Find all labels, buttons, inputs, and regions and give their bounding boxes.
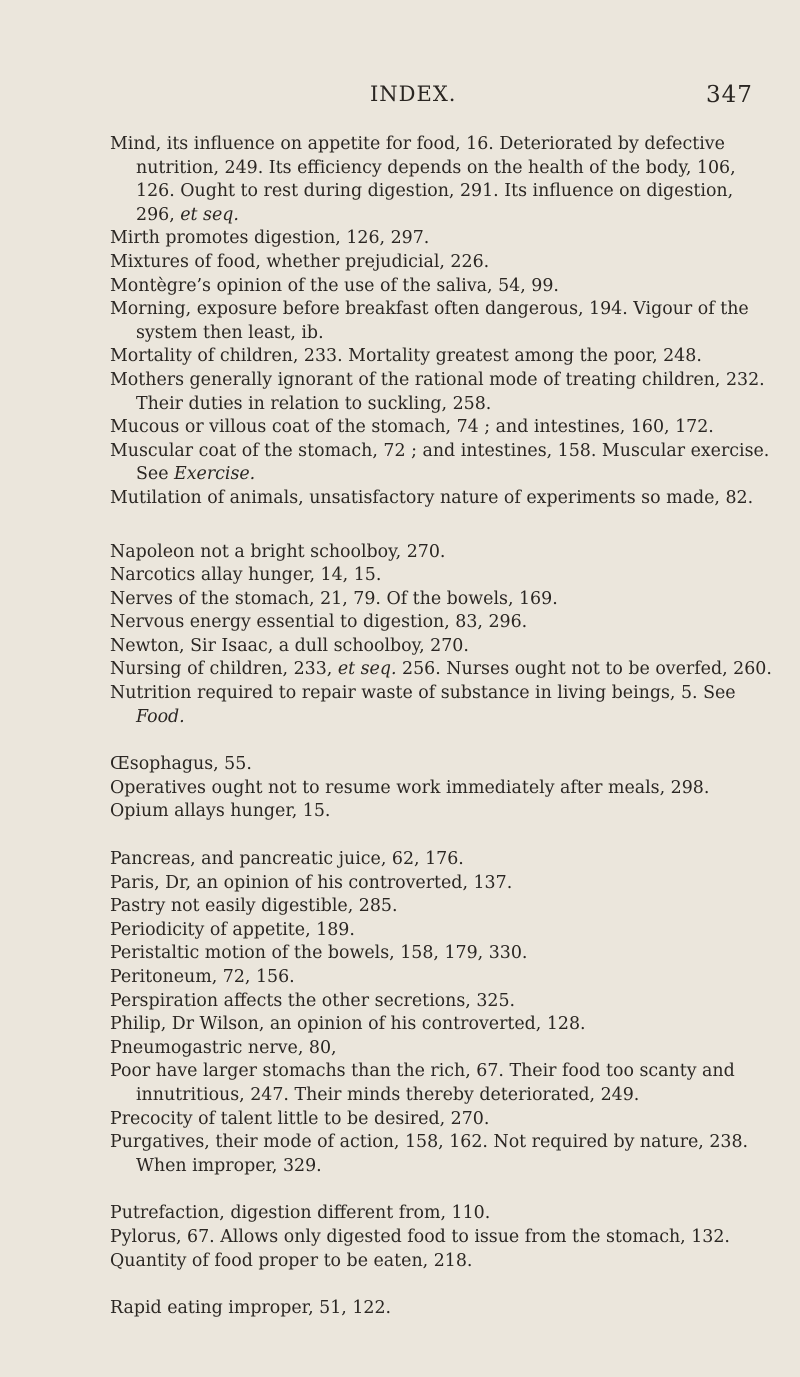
- group-spacer: [110, 1178, 774, 1202]
- index-entry: Quantity of food proper to be eaten, 218.: [110, 1250, 473, 1271]
- running-head: INDEX.: [370, 82, 457, 106]
- index-entry: Paris, Dr, an opinion of his controverted, 137.: [110, 872, 513, 893]
- group-spacer: [110, 824, 774, 848]
- italic-text: Food.: [136, 706, 185, 727]
- index-entry: Pylorus, 67. Allows only digested food to issue from the stomach, 132.: [110, 1226, 730, 1247]
- index-entry: Newton, Sir Isaac, a dull schoolboy, 270.: [110, 635, 469, 656]
- index-entry: Napoleon not a bright schoolboy, 270.: [110, 541, 446, 562]
- index-entry: Nutrition required to repair waste of substance in living beings, 5. See Food.: [110, 683, 736, 727]
- index-group: [110, 1202, 774, 1273]
- index-entry: Pneumogastric nerve, 80,: [110, 1037, 337, 1058]
- index-entry: Peritoneum, 72, 156.: [110, 967, 295, 987]
- index-entry: Nervous energy essential to digestion, 83, 296.: [110, 612, 528, 633]
- index-entry: Rapid eating improper, 51, 122.: [110, 1298, 392, 1319]
- index-group: [110, 541, 774, 730]
- index-entry: Mutilation of animals, unsatisfactory nature of experiments so made, 82.: [110, 487, 754, 508]
- index-entry: Montègre’s opinion of the use of the saliva, 54, 99.: [110, 275, 559, 296]
- index-entry: Narcotics allay hunger, 14, 15.: [110, 565, 382, 586]
- index-entry: Mirth promotes digestion, 126, 297.: [110, 228, 430, 249]
- index-entry: Perspiration affects the other secretions, 325.: [110, 990, 516, 1011]
- italic-text: Exercise.: [174, 464, 256, 485]
- group-spacer: [110, 511, 774, 541]
- index-body: [110, 133, 774, 1321]
- index-entry: Mixtures of food, whether prejudicial, 226.: [110, 251, 490, 272]
- index-entry: Peristaltic motion of the bowels, 158, 179, 330.: [110, 943, 528, 964]
- index-group: [110, 848, 774, 1178]
- index-entry: Purgatives, their mode of action, 158, 162. Not required by nature, 238. When improper, 329.: [110, 1132, 749, 1176]
- index-entry: Opium allays hunger, 15.: [110, 801, 331, 822]
- index-entry: Poor have larger stomachs than the rich, 67. Their food too scanty and innutritious, 247. Their minds thereby deteriorated, 249.: [110, 1061, 735, 1105]
- index-entry: Mind, its influence on appetite for food, 16. Deteriorated by defective nutrition, 249. Its efficiency depends on the health of the body, 106, 126. Ought to rest during digestion, 291. Its influence on digestion, 296, et seq.: [110, 134, 736, 225]
- index-group: [110, 133, 774, 511]
- index-entry: Operatives ought not to resume work immediately after meals, 298.: [110, 777, 710, 798]
- index-entry: Nursing of children, 233, et seq. 256. Nurses ought not to be overfed, 260.: [110, 659, 772, 680]
- index-group: [110, 1297, 774, 1321]
- page-header: [0, 82, 800, 112]
- index-entry: Putrefaction, digestion different from, 110.: [110, 1203, 491, 1224]
- index-entry: Mortality of children, 233. Mortality greatest among the poor, 248.: [110, 346, 702, 367]
- index-entry: Œsophagus, 55.: [110, 754, 252, 775]
- index-entry: Pancreas, and pancreatic juice, 62, 176.: [110, 849, 464, 870]
- index-entry: Muscular coat of the stomach, 72 ; and intestines, 158. Muscular exercise. See Exercise.: [110, 440, 770, 485]
- index-entry: Pastry not easily digestible, 285.: [110, 896, 398, 917]
- index-group: [110, 753, 774, 824]
- index-entry: Periodicity of appetite, 189.: [110, 919, 355, 940]
- index-entry: Mucous or villous coat of the stomach, 74 ; and intestines, 160, 172.: [110, 417, 714, 438]
- italic-text: et seq.: [180, 204, 239, 225]
- page-number: 347: [706, 82, 753, 108]
- index-entry: Precocity of talent little to be desired, 270.: [110, 1108, 490, 1129]
- index-entry: Mothers generally ignorant of the rational mode of treating children, 232. Their duties in relation to suckling, 258.: [110, 369, 765, 414]
- group-spacer: [110, 1273, 774, 1297]
- index-entry: Philip, Dr Wilson, an opinion of his controverted, 128.: [110, 1014, 586, 1035]
- group-spacer: [110, 729, 774, 753]
- index-entry: Morning, exposure before breakfast often dangerous, 194. Vigour of the system then least, ib.: [110, 299, 749, 343]
- italic-text: et seq.: [337, 659, 397, 680]
- index-entry: Nerves of the stomach, 21, 79. Of the bowels, 169.: [110, 588, 558, 609]
